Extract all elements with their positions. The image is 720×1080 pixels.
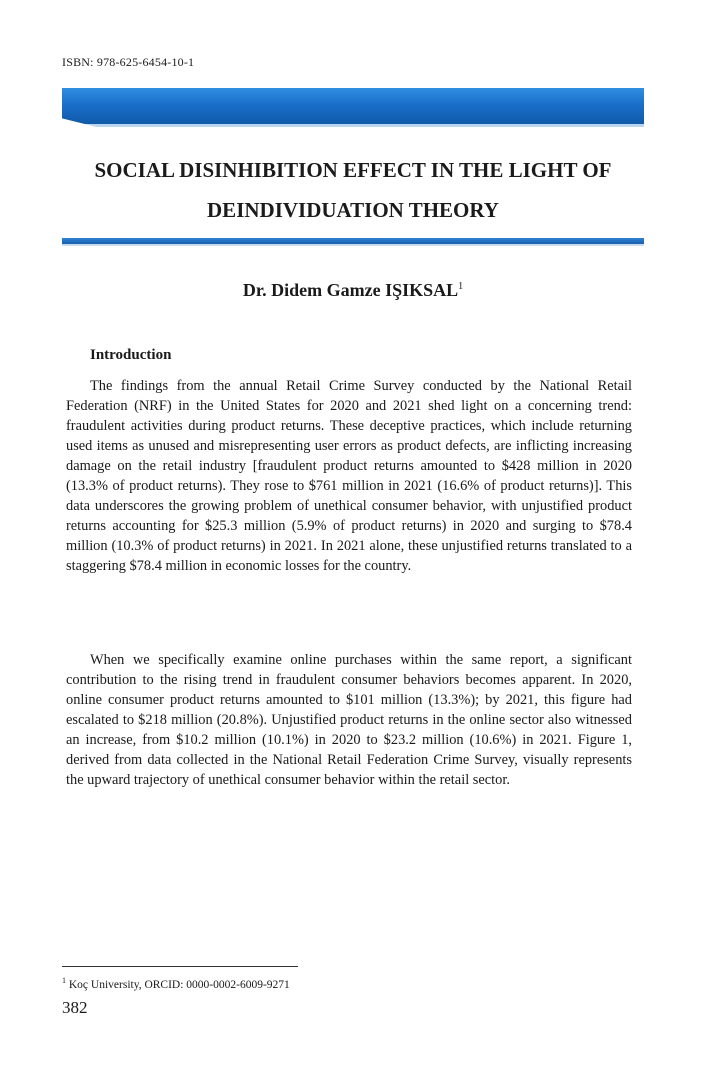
- article-title: SOCIAL DISINHIBITION EFFECT IN THE LIGHT OF DEINDIVIDUATION THEORY: [94, 158, 612, 222]
- footnote-text: Koç University, ORCID: 0000-0002-6009-9271: [68, 978, 290, 991]
- author-name: Dr. Didem Gamze IŞIKSAL: [242, 280, 459, 300]
- section-heading-introduction: Introduction: [90, 347, 172, 363]
- footnote-separator: [62, 966, 298, 967]
- isbn-header: ISBN: 978-625-6454-10-1: [62, 55, 195, 69]
- footnote-mark: 1: [62, 976, 66, 985]
- author-footnote-mark: 1: [458, 281, 464, 292]
- body-paragraph-2: When we specifically examine online purchases within the same report, a significant contribution to the rising trend in fraudulent consumer behaviors becomes apparent. In 2020, online consumer product returns amounted to $101 million (13.3%); by 2021, this figure had escalated to $218 million (20.8%). Unjustified product returns in the online sector also witnessed an increase, from $10.2 million (10.1%) in 2020 to $23.2 million (10.6%) in 2021. Figure 1, derived from data collected in the National Retail Federation Crime Survey, visually represents the upward trajectory of unethical consumer behavior within the retail sector.: [66, 652, 632, 788]
- title-underline-rule: [62, 238, 644, 246]
- footnote: [62, 976, 290, 991]
- page-number: 382: [62, 998, 88, 1017]
- decorative-header-band: [62, 88, 644, 127]
- author-line: [62, 280, 644, 301]
- body-paragraph-1: The findings from the annual Retail Crime Survey conducted by the National Retail Federation (NRF) in the United States for 2020 and 2021 shed light on a concerning trend: fraudulent activities during product returns. These deceptive practices, which include returning used items as unused and misrepresenting user errors as product defects, are inflicting increasing damage on the retail industry [fraudulent product returns amounted to $428 million in 2020 (13.3% of product returns). They rose to $761 million in 2021 (16.6% of product returns)]. This data underscores the growing problem of unethical consumer behavior, with unjustified product returns accounting for $25.3 million (5.9% of product returns) in 2020 and surging to $78.4 million (10.3% of product returns) in 2021. In 2021 alone, these unjustified returns translated to a staggering $78.4 million in economic losses for the country.: [66, 378, 632, 574]
